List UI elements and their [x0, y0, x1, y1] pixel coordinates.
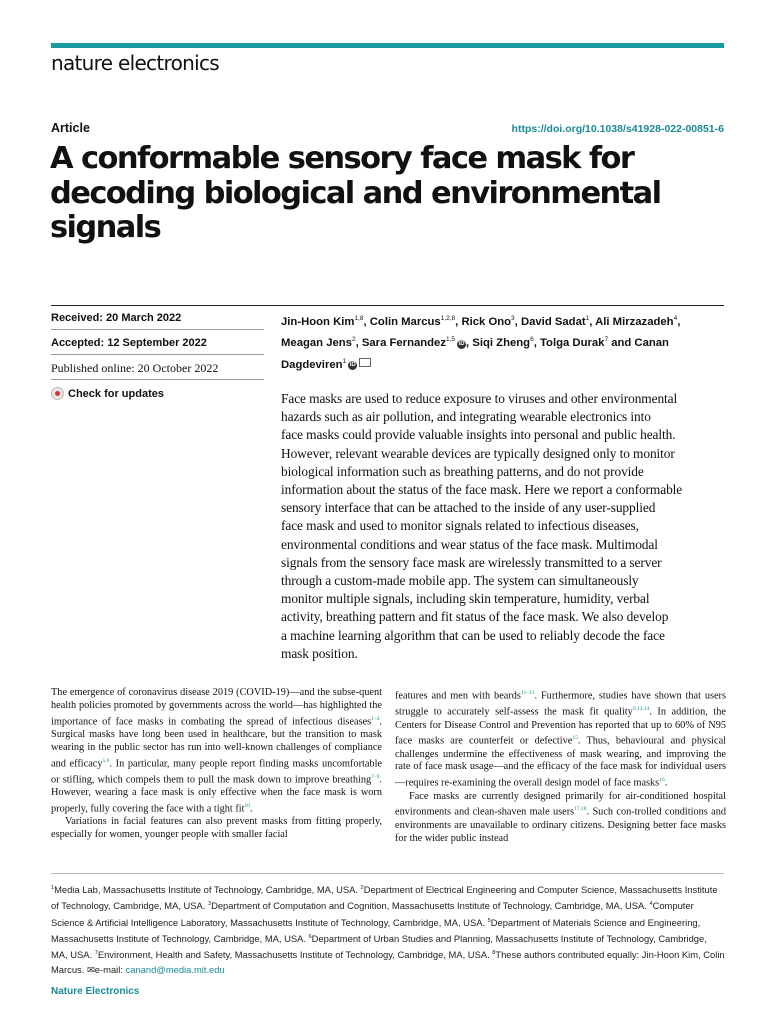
- text-run: Department of Electrical Engineering and Computer Science, Massachusetts Institute of Technology, Cambridge, MA, USA.: [51, 884, 718, 912]
- citation-ref[interactable]: 7: [94, 950, 98, 957]
- text-run: . Surgical masks have long been used in healthcare, but the transition to mask wearing in the public sector has run into well-known challenges of compliance and efficacy: [51, 716, 382, 770]
- affiliation-divider: [51, 873, 724, 874]
- text-run: Environment, Health and Safety, Massachusetts Institute of Technology, Cambridge, MA, USA.: [97, 949, 493, 961]
- check-for-updates-button[interactable]: [51, 387, 164, 400]
- article-type-label: Article: [51, 121, 90, 135]
- abstract-line: environmental conditions and wear status of the face mask. Multimodal: [281, 536, 658, 552]
- header-divider: [51, 305, 724, 306]
- citation-ref[interactable]: 9,13,14: [632, 706, 650, 713]
- author-affiliation-ref: 2: [351, 336, 356, 344]
- author-affiliation-ref: 1,2,8: [440, 315, 456, 322]
- author-name: David Sadat: [520, 315, 586, 328]
- abstract-line: signals from the sensory face mask are wirelessly transmitted to a server: [281, 554, 662, 570]
- text-run: . In addition, the Centers for Disease Control and Prevention has reported that up to 60% of N95 face masks are counterfeit or defective: [395, 706, 726, 747]
- citation-ref[interactable]: 10: [244, 803, 250, 810]
- text-run: Department of Computation and Cognition, Massachusetts Institute of Technology, Cambridge, MA, USA.: [211, 900, 650, 912]
- text-run: . In particular, many people report finding masks uncomfortable or stifling, which compels them to pull the mask down to improve breathing: [51, 758, 383, 786]
- author-list: [281, 310, 721, 374]
- abstract-line: face masks could provide valuable insights into personal and public health.: [281, 427, 676, 443]
- journal-accent-bar: [51, 43, 724, 48]
- author-separator: ,: [514, 315, 521, 328]
- citation-ref[interactable]: 5: [487, 917, 491, 924]
- meta-divider: [51, 354, 264, 355]
- body-paragraph: [395, 687, 726, 791]
- text-run: .: [249, 803, 253, 815]
- text-run: Media Lab, Massachusetts Institute of Technology, Cambridge, MA, USA.: [54, 884, 361, 896]
- citation-ref[interactable]: 8: [492, 950, 496, 957]
- text-run: Department of Urban Studies and Planning, Massachusetts Institute of Technology, Cambridge, MA, USA.: [51, 933, 707, 961]
- text-run: Department of Materials Science and Engineering, Massachusetts Institute of Technology, Cambridge, MA, USA.: [51, 916, 701, 945]
- doi-link[interactable]: https://doi.org/10.1038/s41928-022-00851-6: [511, 123, 724, 135]
- email-link[interactable]: canand@media.mit.edu: [125, 963, 225, 975]
- abstract-line: hazards such as air pollution, and integrating wearable electronics into: [281, 409, 651, 425]
- abstract-line: However, relevant wearable devices are typically designed only to monitor: [281, 445, 675, 461]
- citation-ref[interactable]: 3: [208, 901, 212, 908]
- citation-ref[interactable]: 5,6: [102, 757, 110, 764]
- author-affiliation-ref: 1: [342, 357, 347, 365]
- abstract-line: face mask and used to monitor signals related to infectious diseases,: [281, 518, 639, 534]
- mail-icon[interactable]: [359, 358, 371, 367]
- author-name: and Canan Dagdeviren: [281, 337, 669, 371]
- citation-ref[interactable]: 16: [659, 777, 665, 784]
- received-date: Received: 20 March 2022: [51, 312, 182, 324]
- journal-name: nature electronics: [51, 51, 219, 75]
- author-affiliation-ref: 3: [511, 315, 515, 322]
- citation-ref[interactable]: 7–9: [371, 773, 380, 780]
- abstract-line: activity, breathing pattern and fit status of the face mask. We also develop: [281, 609, 669, 625]
- author-separator: ,: [355, 337, 362, 350]
- author-name: Sara Fernandez: [361, 337, 446, 350]
- abstract-line: monitor multiple signals, including skin temperature, humidity, verbal: [281, 591, 650, 607]
- author-name: Siqi Zheng: [472, 337, 531, 350]
- text-run: Variations in facial features can also prevent masks from fitting properly, especially for women, younger people with smaller facial: [51, 816, 382, 841]
- author-name: Colin Marcus: [369, 315, 441, 328]
- published-date: Published online: 20 October 2022: [51, 361, 219, 375]
- orcid-icon[interactable]: iD: [458, 341, 465, 348]
- author-name: Meagan Jens: [281, 337, 352, 350]
- text-run: These authors contributed equally: Jin-Hoon Kim, Colin Marcus.: [51, 949, 725, 975]
- author-separator: ,: [677, 315, 681, 328]
- author-name: Jin-Hoon Kim: [281, 315, 355, 328]
- text-run: . However, wearing a face mask is only effective when the face mask is worn properly, fully covering the face with a tight fit: [51, 774, 382, 815]
- abstract-line: biological information such as breathing patterns, and do not provide: [281, 463, 644, 479]
- text-run: The emergence of coronavirus disease 2019 (COVID-19)—and the subse-quent health policies promoted by governments across the world—has highlighted the importance of face masks in combating the spread of infectious diseases: [51, 687, 382, 728]
- author-affiliation-ref: 4: [673, 315, 678, 322]
- text-run: . Such con-trolled conditions and environments are unavailable to ordinary citizens. Designing better face masks for the wider public instead: [395, 806, 726, 844]
- author-separator: ,: [455, 315, 462, 328]
- text-run: . Thus, behavioural and physical challenges undermine the effectiveness of mask wearing, and improving the rate of face mask usage—and the efficacy of the face mask for individual users—requires re-examining the overall design model of face masks: [395, 735, 726, 789]
- text-run: Face masks are currently designed primarily for air-conditioned hospital environments and clean-shaven male users: [395, 790, 726, 818]
- abstract: [281, 390, 726, 663]
- author-affiliation-ref: 1,5: [446, 336, 456, 344]
- body-column-right: [395, 687, 726, 845]
- meta-divider: [51, 379, 264, 380]
- citation-ref[interactable]: 6: [308, 933, 312, 940]
- abstract-line: sensory interface that can be attached to the inside of any user-supplied: [281, 500, 656, 516]
- citation-ref[interactable]: 15: [572, 735, 578, 742]
- text-run: ✉e-mail:: [86, 963, 126, 975]
- abstract-line: a machine learning algorithm that can be used to reliably decode the face: [281, 627, 665, 643]
- abstract-line: Face masks are used to reduce exposure to viruses and other environmental: [281, 391, 678, 406]
- article-title: A conformable sensory face mask for decoding biological and environmental signals: [50, 141, 661, 245]
- author-separator: ,: [533, 337, 540, 350]
- abstract-line: mask position.: [281, 645, 358, 661]
- body-paragraph: [51, 687, 382, 816]
- citation-ref[interactable]: 2: [360, 885, 364, 891]
- orcid-icon[interactable]: iD: [349, 362, 356, 369]
- author-name: Tolga Durak: [539, 337, 605, 350]
- check-updates-icon: [51, 387, 64, 400]
- body-paragraph: [395, 791, 726, 846]
- body-column-left: [51, 687, 382, 842]
- author-name: Ali Mirzazadeh: [595, 315, 674, 328]
- citation-ref[interactable]: 1: [51, 885, 55, 891]
- author-affiliation-ref: 1,8: [354, 315, 364, 322]
- body-paragraph: [51, 816, 382, 842]
- author-separator: ,: [589, 315, 596, 328]
- accepted-date: Accepted: 12 September 2022: [51, 337, 207, 349]
- author-name: Rick Ono: [461, 315, 512, 328]
- check-updates-label: Check for updates: [68, 387, 164, 400]
- citation-ref[interactable]: 11–13: [520, 690, 535, 696]
- citation-ref[interactable]: 4: [649, 901, 653, 908]
- author-separator: ,: [466, 337, 473, 350]
- text-run: . Furthermore, studies have shown that users struggle to accurately self-assess the mask fit quality: [395, 690, 726, 718]
- citation-ref[interactable]: 17,18: [574, 806, 587, 813]
- text-run: Computer Science & Artificial Intelligence Laboratory, Massachusetts Institute of Technology, Cambridge, MA, USA.: [51, 900, 694, 928]
- footer-journal-name: Nature Electronics: [51, 986, 140, 997]
- author-separator: ,: [363, 315, 370, 328]
- text-run: .: [664, 777, 668, 789]
- author-affiliation-ref: 1: [585, 315, 590, 322]
- affiliations: [51, 881, 725, 977]
- text-run: features and men with beards: [395, 690, 521, 702]
- author-affiliation-ref: 6: [530, 336, 534, 344]
- meta-divider: [51, 329, 264, 330]
- abstract-line: information about the status of the face mask. Here we report a conformable: [281, 482, 683, 498]
- author-affiliation-ref: 7: [604, 336, 609, 344]
- citation-ref[interactable]: 1–4: [371, 715, 380, 722]
- abstract-line: through a custom-made mobile app. The system can simultaneously: [281, 573, 639, 589]
